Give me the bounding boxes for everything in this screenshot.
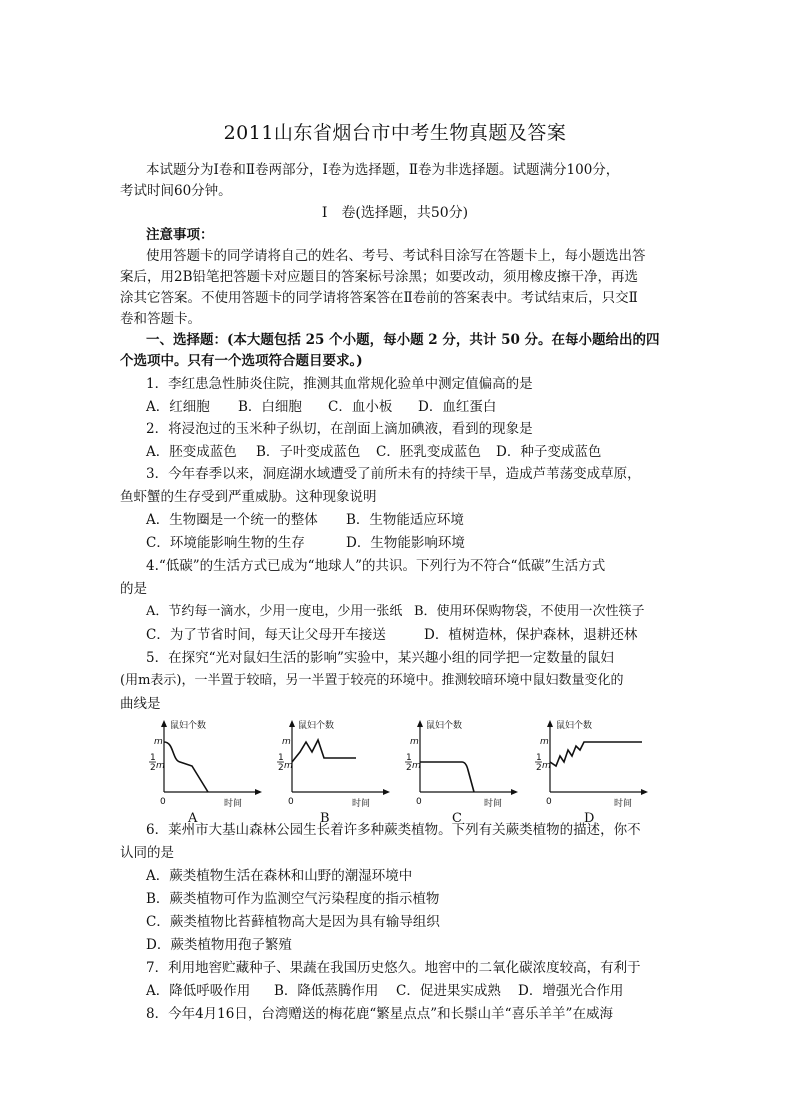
notice-line: 卷和答题卡。 xyxy=(120,311,201,327)
x-axis-label: 时间 xyxy=(614,799,633,809)
option-b: B．白细胞 xyxy=(238,399,302,415)
y-axis-label: 鼠妇个数 xyxy=(298,721,335,731)
question-options xyxy=(146,533,465,553)
option-d: D．增强光合作用 xyxy=(518,983,624,999)
option-d: D．生物能影响环境 xyxy=(346,535,465,551)
half-den: 2 xyxy=(536,763,542,773)
question-options xyxy=(146,602,645,622)
origin-label: 0 xyxy=(416,797,422,807)
graph-c xyxy=(396,718,526,826)
graph-label: B xyxy=(320,811,330,826)
option-d: D．蕨类植物用孢子繁殖 xyxy=(146,937,292,953)
option-d: D．植树造林，保护森林，退耕还林 xyxy=(424,627,638,643)
intro-line: 考试时间60分钟。 xyxy=(120,183,232,199)
half-num: 1 xyxy=(406,753,412,763)
question-stem: 1．李红患急性肺炎住院，推测其血常规化验单中测定值偏高的是 xyxy=(146,376,533,392)
page-title: 2011山东省烟台市中考生物真题及答案 xyxy=(223,122,567,144)
option-b: B．子叶变成蓝色 xyxy=(256,444,361,460)
x-axis-label: 时间 xyxy=(352,799,371,809)
curve-a xyxy=(164,742,208,792)
half-m: m xyxy=(412,761,421,771)
origin-label: 0 xyxy=(160,797,166,807)
option-c: C．蕨类植物比苔藓植物高大是因为具有输导组织 xyxy=(146,914,440,930)
graph-label: C xyxy=(452,811,462,826)
notice-line: 涂其它答案。不使用答题卡的同学请将答案答在Ⅱ卷前的答案表中。考试结束后，只交Ⅱ xyxy=(120,290,638,306)
origin-label: 0 xyxy=(546,797,552,807)
question-stem: (用m表示)，一半置于较暗，另一半置于较亮的环境中。推测较暗环境中鼠妇数量变化的 xyxy=(120,673,624,688)
question-stem: 3．今年春季以来，洞庭湖水域遭受了前所未有的持续干旱，造成芦苇荡变成草原， xyxy=(146,466,641,482)
half-num: 1 xyxy=(536,753,542,763)
option-a: A．生物圈是一个统一的整体 xyxy=(146,512,318,528)
option-d: D．种子变成蓝色 xyxy=(496,444,602,460)
curve-c xyxy=(420,762,474,792)
question-stem: 4.“低碳”的生活方式已成为“地球人”的共识。下列行为不符合“低碳”生活方式 xyxy=(146,558,606,574)
question-options xyxy=(146,625,637,645)
option-a: A．降低呼吸作用 xyxy=(146,983,251,999)
curve-d xyxy=(550,742,642,766)
option-c: C．为了节省时间，每天让父母开车接送 xyxy=(146,627,386,643)
origin-label: 0 xyxy=(288,797,294,807)
y-axis-label: 鼠妇个数 xyxy=(170,721,207,731)
x-axis-label: 时间 xyxy=(484,799,503,809)
part1-heading: Ⅰ 卷(选择题，共50分) xyxy=(321,205,469,221)
section-heading: 个选项中。只有一个选项符合题目要求。) xyxy=(120,353,363,369)
half-num: 1 xyxy=(278,753,284,763)
option-c: C．血小板 xyxy=(328,399,393,415)
option-c: C．胚乳变成蓝色 xyxy=(376,444,481,460)
y-axis-label: 鼠妇个数 xyxy=(556,721,593,731)
m-label: m xyxy=(410,737,419,747)
graph-d xyxy=(526,718,656,826)
option-c: C．环境能影响生物的生存 xyxy=(146,535,305,551)
question-stem: 5．在探究“光对鼠妇生活的影响”实验中，某兴趣小组的同学把一定数量的鼠妇 xyxy=(146,650,614,666)
half-m: m xyxy=(156,761,165,771)
question-options xyxy=(146,397,496,417)
graph-label: D xyxy=(584,811,595,826)
option-b: B．蕨类植物可作为监测空气污染程度的指示植物 xyxy=(146,891,440,907)
notice-heading: 注意事项： xyxy=(146,227,214,243)
option-b: B．生物能适应环境 xyxy=(346,512,464,528)
question-stem: 的是 xyxy=(120,581,147,597)
question-options xyxy=(146,510,464,530)
option-d: D．血红蛋白 xyxy=(418,399,497,415)
question-stem: 鱼虾蟹的生存受到严重威胁。这种现象说明 xyxy=(120,489,377,505)
graph-a xyxy=(140,718,270,826)
y-axis-label: 鼠妇个数 xyxy=(426,721,463,731)
option-c: C．促进果实成熟 xyxy=(396,983,501,999)
option-a: A．蕨类植物生活在森林和山野的潮湿环境中 xyxy=(146,868,413,884)
half-m: m xyxy=(284,761,293,771)
notice-line: 使用答题卡的同学请将自己的姓名、考号、考试科目涂写在答题卡上，每小题选出答 xyxy=(146,248,646,264)
m-label: m xyxy=(282,737,291,747)
question-stem: 6．莱州市大基山森林公园生长着许多种蕨类植物。下列有关蕨类植物的描述，你不 xyxy=(146,822,641,838)
question-stem: 认同的是 xyxy=(120,845,174,861)
graph-b xyxy=(268,718,398,826)
graph-label: A xyxy=(188,811,198,826)
x-axis-label: 时间 xyxy=(224,799,243,809)
m-label: m xyxy=(154,737,163,747)
option-a: A．胚变成蓝色 xyxy=(146,444,237,460)
question-stem: 8．今年4月16日，台湾赠送的梅花鹿“繁星点点”和长鬃山羊“喜乐羊羊”在威海 xyxy=(146,1006,613,1022)
half-den: 2 xyxy=(150,763,156,773)
half-m: m xyxy=(542,761,551,771)
question-options xyxy=(146,442,601,462)
half-den: 2 xyxy=(406,763,412,773)
option-b: B．使用环保购物袋，不使用一次性筷子 xyxy=(414,604,645,619)
question-stem: 2．将浸泡过的玉米种子纵切，在剖面上滴加碘液，看到的现象是 xyxy=(146,421,533,437)
option-a: A．红细胞 xyxy=(146,399,210,415)
half-den: 2 xyxy=(278,763,284,773)
question-options xyxy=(146,981,623,1001)
m-label: m xyxy=(540,737,549,747)
section-heading: 一、选择题：(本大题包括 25 个小题，每小题 2 分，共计 50 分。在每小题给出的四 xyxy=(146,332,660,348)
intro-line: 本试题分为Ⅰ卷和Ⅱ卷两部分，Ⅰ卷为选择题，Ⅱ卷为非选择题。试题满分100分， xyxy=(146,162,620,178)
half-num: 1 xyxy=(150,753,156,763)
option-a: A．节约每一滴水，少用一度电，少用一张纸 xyxy=(146,604,403,619)
question-stem: 曲线是 xyxy=(120,696,161,712)
option-b: B．降低蒸腾作用 xyxy=(274,983,379,999)
question-stem: 7．利用地窖贮藏种子、果蔬在我国历史悠久。地窖中的二氧化碳浓度较高，有利于 xyxy=(146,960,641,976)
curve-b xyxy=(292,740,356,762)
notice-line: 案后，用2B铅笔把答题卡对应题目的答案标号涂黑；如要改动，须用橡皮擦干净，再选 xyxy=(120,269,639,285)
